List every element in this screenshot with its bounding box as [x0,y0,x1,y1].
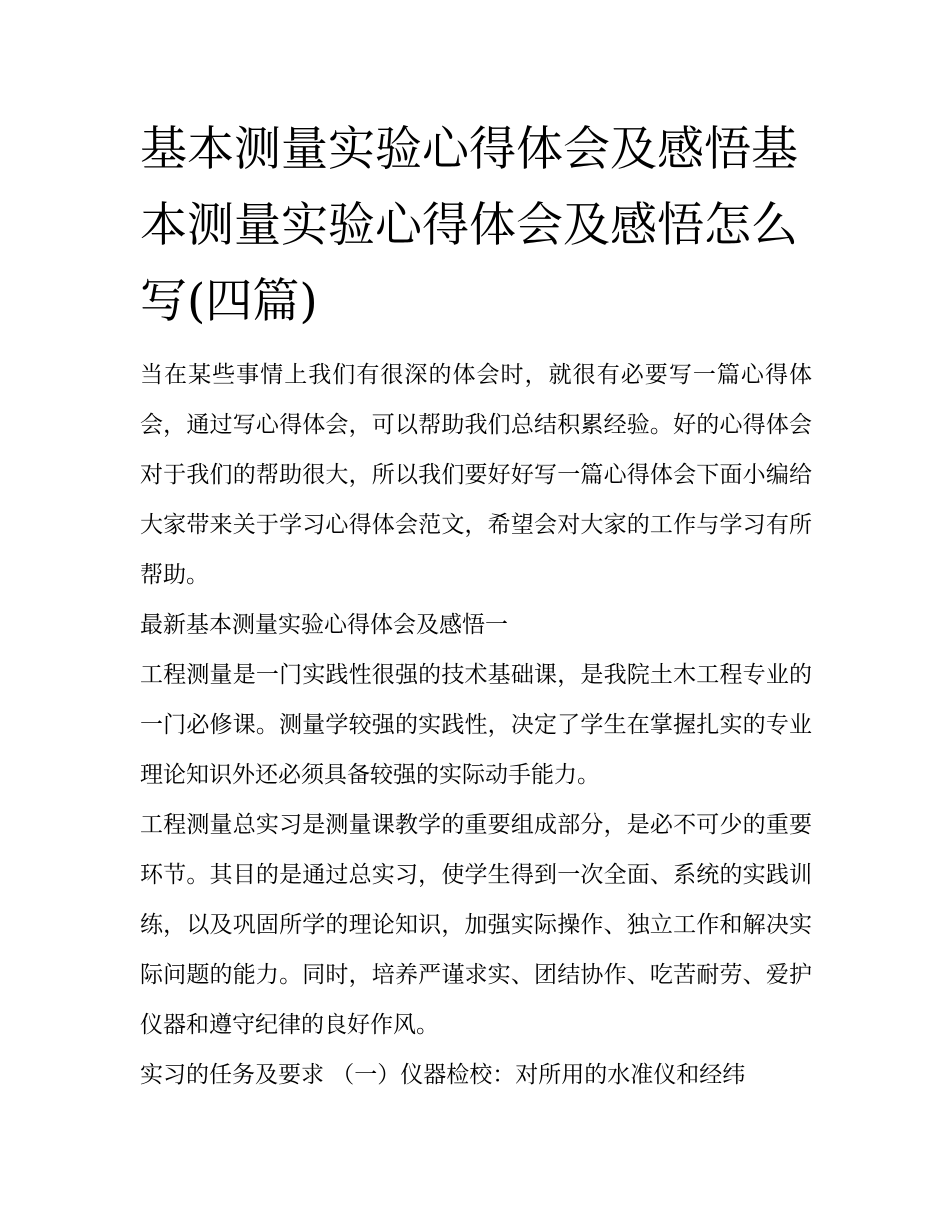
body-paragraph: 工程测量总实习是测量课教学的重要组成部分，是必不可少的重要环节。其目的是通过总实习，使学生得到一次全面、系统的实践训练，以及巩固所学的理论知识，加强实际操作、独立工作和解决实际问题的能力。同时，培养严谨求实、团结协作、吃苦耐劳、爱护仪器和遵守纪律的良好作风。 [140,812,812,1038]
body-paragraph: 工程测量是一门实践性很强的技术基础课，是我院土木工程专业的一门必修课。测量学较强的实践性，决定了学生在掌握扎实的专业理论知识外还必须具备较强的实际动手能力。 [140,662,812,788]
intro-paragraph: 当在某些事情上我们有很深的体会时，就很有必要写一篇心得体会，通过写心得体会，可以帮助我们总结积累经验。好的心得体会对于我们的帮助很大，所以我们要好好写一篇心得体会下面小编给大家带来关于学习心得体会范文，希望会对大家的工作与学习有所帮助。 [140,362,812,588]
section-heading: 最新基本测量实验心得体会及感悟一 [140,612,508,638]
document-body [140,112,812,1100]
document-title: 基本测量实验心得体会及感悟基本测量实验心得体会及感悟怎么写(四篇) [140,122,798,329]
body-paragraph: 实习的任务及要求 （一）仪器检校：对所用的水准仪和经纬 [140,1062,746,1088]
